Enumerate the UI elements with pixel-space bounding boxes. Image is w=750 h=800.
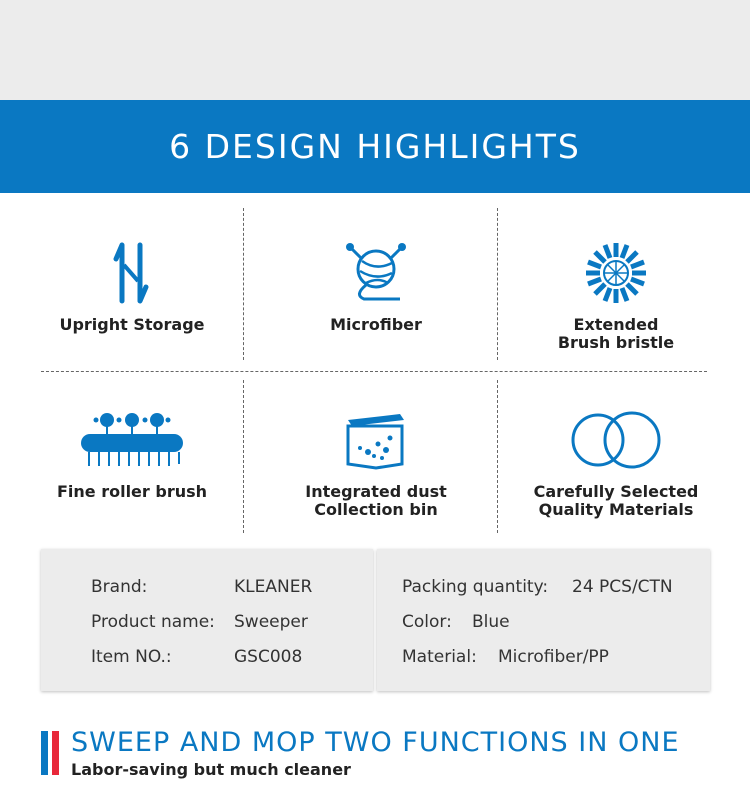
spec-key: Packing quantity:: [402, 577, 549, 597]
highlight-dust-collection-bin: [285, 405, 467, 519]
divider: [243, 380, 244, 533]
highlight-label: Fine roller brush: [56, 482, 208, 501]
spec-key: Color:: [402, 612, 452, 632]
specs-panel-right: [377, 549, 710, 691]
yarn-ball-icon: [336, 238, 416, 308]
blue-bar: [41, 731, 48, 775]
highlights-banner: [0, 100, 750, 193]
spec-key: Brand:: [91, 577, 148, 597]
bristle-burst-icon: [576, 238, 656, 308]
spec-value: GSC008: [234, 647, 303, 667]
top-section: [0, 0, 750, 100]
spec-key: Product name:: [91, 612, 215, 632]
highlight-upright-storage: [41, 238, 223, 334]
spec-key: Material:: [402, 647, 477, 667]
spec-value: Blue: [472, 612, 510, 632]
upright-storage-icon: [92, 238, 172, 308]
divider: [243, 208, 244, 360]
divider: [497, 380, 498, 533]
specs-panel-left: [41, 549, 373, 691]
divider: [497, 208, 498, 360]
red-bar: [52, 731, 59, 775]
slogan-title: SWEEP AND MOP TWO FUNCTIONS IN ONE: [71, 727, 680, 758]
divider: [41, 371, 707, 372]
highlight-label: Integrated dust Collection bin: [305, 482, 447, 519]
banner-title: 6 DESIGN HIGHLIGHTS: [169, 127, 581, 166]
highlight-label: Microfiber: [330, 315, 422, 334]
spec-value: Microfiber/PP: [498, 647, 609, 667]
spec-value: 24 PCS/CTN: [572, 577, 673, 597]
highlight-quality-materials: [525, 405, 707, 519]
accent-bars: [41, 731, 59, 775]
spec-key: Item NO.:: [91, 647, 172, 667]
slogan-subtitle: Labor-saving but much cleaner: [71, 760, 351, 779]
highlight-extended-bristle: [525, 238, 707, 352]
spec-value: Sweeper: [234, 612, 308, 632]
highlight-microfiber: [285, 238, 467, 334]
overlapping-circles-icon: [568, 405, 664, 475]
dust-bin-icon: [336, 405, 416, 475]
highlight-fine-roller-brush: [41, 405, 223, 501]
highlight-label: Carefully Selected Quality Materials: [533, 482, 699, 519]
highlight-label: Upright Storage: [59, 315, 205, 334]
spec-value: KLEANER: [234, 577, 313, 597]
roller-brush-icon: [77, 405, 187, 475]
highlights-grid: [41, 208, 707, 533]
highlight-label: Extended Brush bristle: [557, 315, 675, 352]
